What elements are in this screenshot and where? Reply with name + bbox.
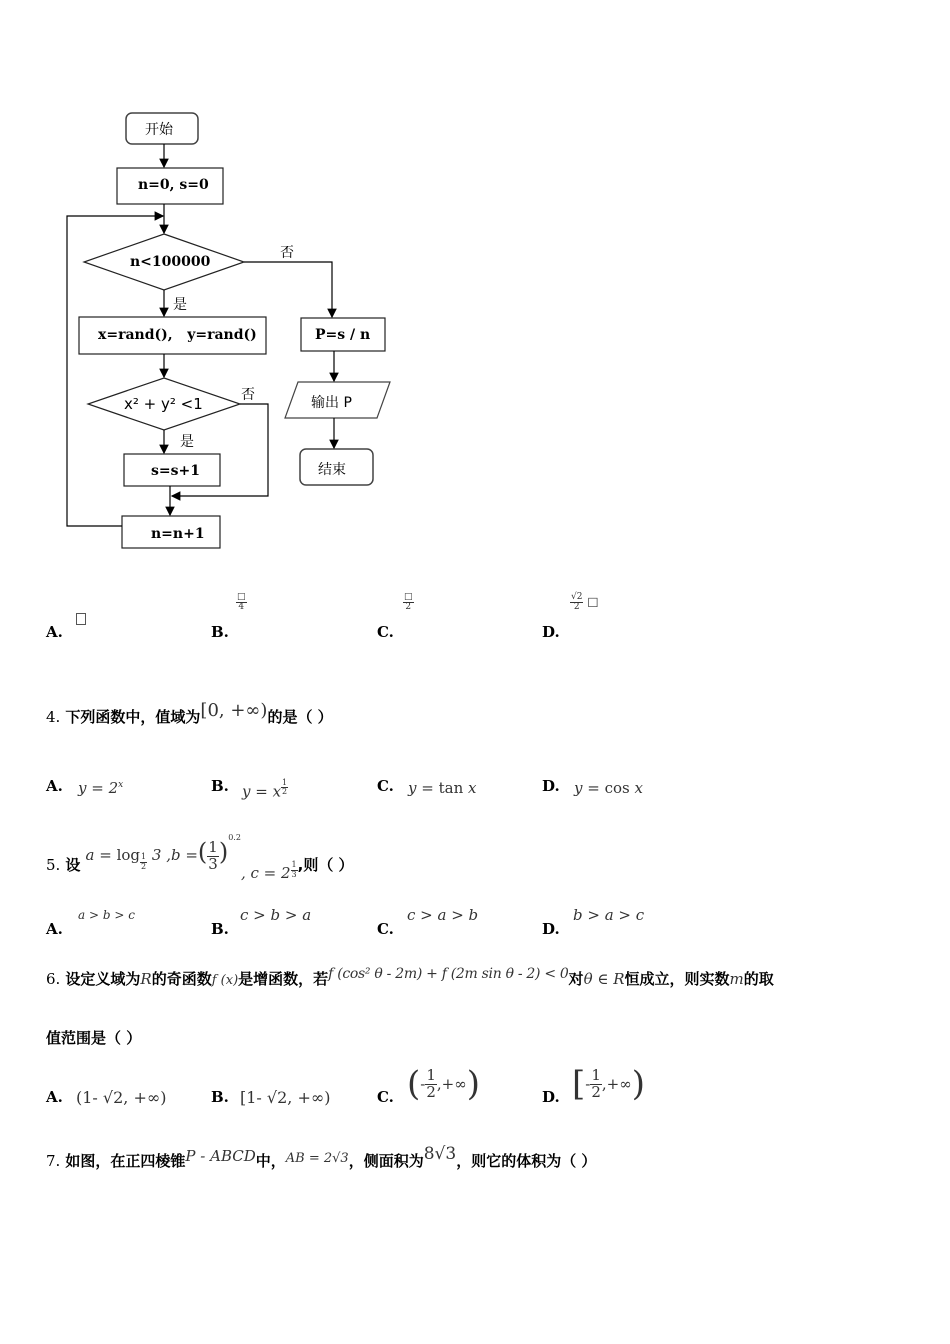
q7-text-3: ，侧面积为 — [348, 1152, 424, 1170]
q4-interval: [0, +∞) — [200, 700, 268, 721]
q6-option-b-value: [1- √2, +∞) — [240, 1088, 331, 1107]
q5-option-c-value: c > a > b — [407, 906, 479, 924]
q7-text-4: ，则它的体积为（ ） — [456, 1152, 597, 1170]
q6-text-4: 对 — [568, 970, 584, 988]
flow-start-label: 开始 — [145, 122, 173, 138]
q4-option-d-value: y = cos x — [574, 779, 643, 797]
q3-option-b-value: $\frac{□}{4}$ — [237, 592, 246, 613]
flow-loop-label: n<100000 — [130, 254, 211, 270]
q3-option-c-letter: C. — [377, 623, 394, 641]
q6-inequality: f (cos² θ - 2m) + f (2m sin θ - 2) < 0 — [328, 966, 569, 982]
q3-option-c-value: $\frac{□}{2}$ — [404, 592, 413, 613]
q3-option-a-value — [76, 610, 86, 629]
q3-option-b-letter: B. — [211, 623, 229, 641]
missing-glyph-icon — [76, 613, 86, 625]
q6-text-5: 恒成立，则实数 — [624, 970, 730, 988]
flow-init-label: n=0, s=0 — [138, 177, 209, 193]
q6-line-2: 值范围是（ ） — [46, 1029, 142, 1047]
q4-option-a-value: $y = 2^x$ — [78, 779, 124, 797]
flow-no-label-2: 否 — [241, 387, 255, 403]
q5-option-d-value: b > a > c — [573, 906, 645, 924]
q4-option-d-letter: D. — [542, 777, 560, 795]
q6-option-a-value: (1- √2, +∞) — [76, 1088, 167, 1107]
q6-text-6: 的取 — [743, 970, 774, 988]
q3-option-d-letter: D. — [542, 623, 560, 641]
q6-number: 6. — [46, 970, 61, 988]
q4-option-b-value: y = x $^{\frac{1}{2}}$ — [242, 778, 288, 801]
q6-option-c-letter: C. — [377, 1088, 394, 1106]
q5-text-after: ,则（ ） — [297, 856, 354, 874]
q4-text-after: 的是（ ） — [267, 708, 333, 726]
q4-option-c-letter: C. — [377, 777, 394, 795]
q4-option-c-value: y = tan x — [408, 779, 477, 797]
q7-number: 7. — [46, 1152, 61, 1170]
q5-a-expr: a = log $_{\frac{1}{2}}$ 3 , — [85, 846, 171, 871]
q6-text-3: 是增函数，若 — [238, 970, 329, 988]
flow-n-label: n=n+1 — [151, 526, 205, 542]
q3-option-d-value: $\frac{√2}{2}$ □ — [571, 592, 599, 613]
q6-theta-in-r: θ ∈ R — [583, 970, 625, 988]
q3-option-a-letter: A. — [46, 623, 63, 641]
q6-text-2: 的奇函数 — [151, 970, 212, 988]
flow-end-label: 结束 — [318, 462, 346, 478]
q5-b-expr: b =( $\frac{1}{3}$ )$^{0.2}$ — [170, 833, 241, 873]
flowchart — [0, 0, 950, 600]
flow-yes-label-2: 是 — [180, 434, 194, 450]
q7-text-1: 如图，在正四棱锥 — [65, 1152, 186, 1170]
q5-option-a-value: a > b > c — [78, 908, 135, 922]
flow-output-label: 输出 P — [311, 395, 352, 411]
question-6 — [46, 968, 916, 989]
q7-pyramid: P - ABCD — [185, 1147, 256, 1165]
q5-option-b-letter: B. — [211, 920, 229, 938]
q6-option-b-letter: B. — [211, 1088, 229, 1106]
q6-text-1: 设定义域为 — [65, 970, 141, 988]
q6-r: R — [140, 970, 152, 988]
q4-text-before: 下列函数中，值域为 — [65, 708, 201, 726]
q5-option-d-letter: D. — [542, 920, 560, 938]
q6-fx: f (x) — [211, 973, 239, 988]
q4-number: 4. — [46, 708, 61, 726]
q5-option-a-letter: A. — [46, 920, 63, 938]
flow-s-label: s=s+1 — [151, 463, 200, 479]
q5-number: 5. — [46, 856, 61, 874]
q5-option-c-letter: C. — [377, 920, 394, 938]
flow-p-label: P=s / n — [315, 327, 371, 343]
q6-m: m — [729, 970, 744, 988]
q7-area: 8√3 — [423, 1144, 457, 1164]
question-5 — [46, 824, 354, 882]
flow-yes-label-1: 是 — [173, 297, 187, 313]
q6-option-d-value: [- $\frac{1}{2}$ ,+∞) — [572, 1064, 645, 1104]
q6-option-d-letter: D. — [542, 1088, 560, 1106]
q7-text-2: 中， — [255, 1152, 286, 1170]
q6-option-c-value: (- $\frac{1}{2}$ ,+∞) — [407, 1064, 480, 1104]
q4-option-a-letter: A. — [46, 777, 63, 795]
q5-text-before: 设 — [65, 856, 81, 874]
q4-option-b-letter: B. — [211, 777, 229, 795]
flow-no-label-1: 否 — [280, 245, 294, 261]
question-7 — [46, 1144, 597, 1171]
q7-ab: AB = 2√3 — [285, 1151, 349, 1166]
q5-c-expr: , c = 2 $^{\frac{1}{3}}$ — [240, 860, 297, 882]
question-4 — [46, 700, 333, 727]
flow-circle-label: x² + y² <1 — [124, 395, 203, 413]
flow-rand-label: x=rand(), y=rand() — [98, 327, 257, 343]
q5-option-b-value: c > b > a — [240, 906, 312, 924]
q6-option-a-letter: A. — [46, 1088, 63, 1106]
